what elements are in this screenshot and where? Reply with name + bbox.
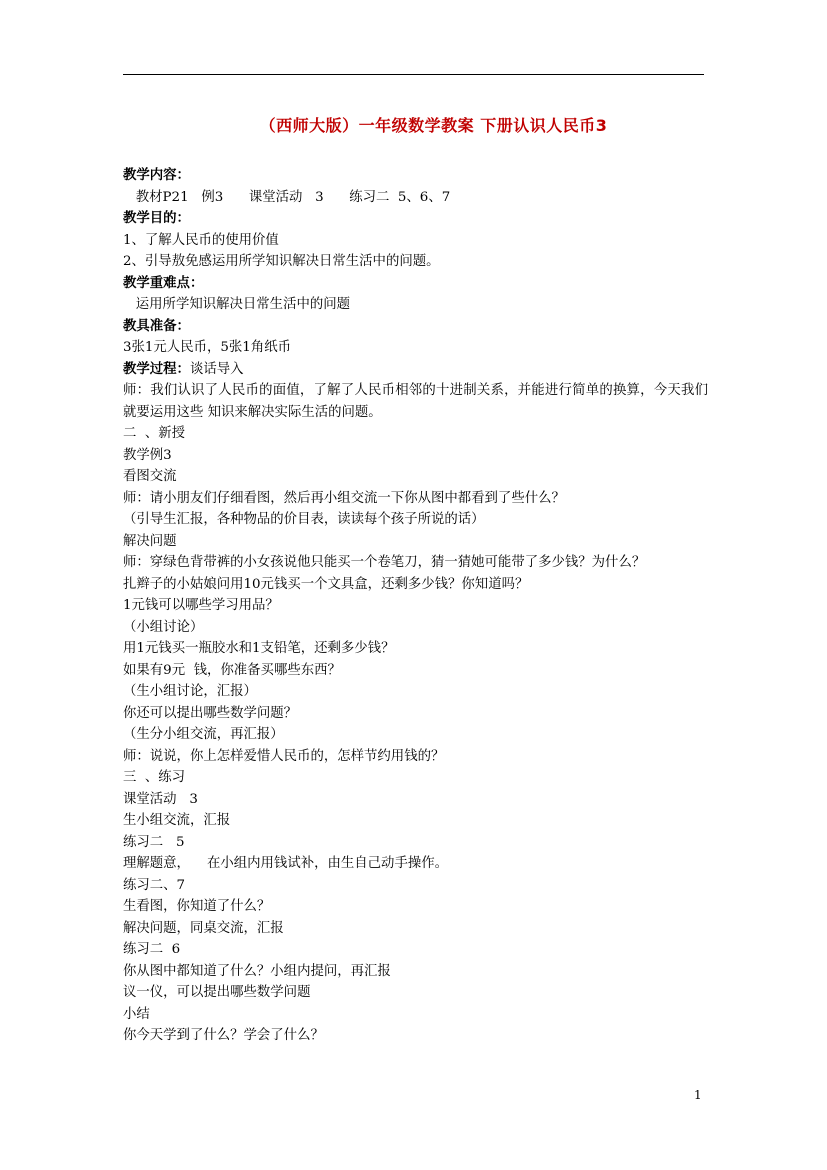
line-text: 1元钱可以哪些学习用品？ <box>123 598 279 613</box>
line-text: （生小组讨论，汇报） <box>123 684 257 699</box>
text-line <box>123 939 708 961</box>
line-text: 师：我们认识了人民币的面值，了解了人民币相邻的十进制关系，并能进行简单的换算，今天我们就要运用这些 知识来解决实际生活的问题。 <box>123 383 708 420</box>
text-line <box>123 488 708 510</box>
text-line <box>123 789 708 811</box>
line-text: 扎辫子的小姑娘问用10元钱买一个文具盒，还剩多少钱？你知道吗？ <box>123 576 529 592</box>
text-line <box>123 1025 708 1047</box>
text-line <box>123 832 708 854</box>
document-body <box>123 165 708 1047</box>
line-text: 练习二、7 <box>123 877 186 893</box>
text-line <box>123 359 708 381</box>
line-text: 练习二 5 <box>123 834 185 850</box>
line-text: 看图交流 <box>123 469 177 484</box>
line-text: 教材P21 例3 课堂活动 3 练习二 5、6、7 <box>123 189 451 205</box>
line-text: 师：穿绿色背带裤的小女孩说他只能买一个卷笔刀，猜一猜她可能带了多少钱？为什么？ <box>123 555 646 570</box>
text-line <box>123 208 708 230</box>
text-line <box>123 767 708 789</box>
line-text: 课堂活动 3 <box>123 791 198 807</box>
line-text: 1、了解人民币的使用价值 <box>123 232 279 248</box>
text-line <box>123 810 708 832</box>
line-text: 解决问题，同桌交流，汇报 <box>123 920 284 936</box>
text-line <box>123 681 708 703</box>
line-text: 解决问题 <box>123 533 177 549</box>
text-line <box>123 316 708 338</box>
section-label: 教具准备： <box>123 318 190 334</box>
line-text: 用1元钱买一瓶胶水和1支铅笔，还剩多少钱？ <box>123 641 395 656</box>
text-line <box>123 853 708 875</box>
text-line <box>123 531 708 553</box>
text-line <box>123 724 708 746</box>
line-text: 三 、练习 <box>123 770 186 785</box>
line-text: 生小组交流，汇报 <box>123 813 231 828</box>
text-line <box>123 294 708 316</box>
section-label: 教学过程： <box>123 361 190 377</box>
line-text: 谈话导入 <box>189 361 244 377</box>
text-line <box>123 552 708 574</box>
line-text: （引导生汇报，各种物品的价目表，读读每个孩子所说的话） <box>123 512 485 527</box>
text-line <box>123 466 708 488</box>
text-line <box>123 251 708 273</box>
text-line <box>123 638 708 660</box>
text-line <box>123 617 708 639</box>
text-line <box>123 918 708 940</box>
text-line <box>123 982 708 1004</box>
page-number: 1 <box>694 1088 702 1102</box>
text-line <box>123 660 708 682</box>
line-text: 议一仪，可以提出哪些数学问题 <box>123 985 311 1000</box>
text-line <box>123 445 708 467</box>
line-text: 师：请小朋友们仔细看图，然后再小组交流一下你从图中都看到了些什么？ <box>123 490 565 506</box>
text-line <box>123 165 708 187</box>
line-text: 教学例3 <box>123 447 172 463</box>
text-line <box>123 230 708 252</box>
text-line <box>123 595 708 617</box>
line-text: 练习二 6 <box>123 942 181 957</box>
line-text: 你今天学到了什么？学会了什么？ <box>123 1028 324 1043</box>
line-text: 3张1元人民币，5张1角纸币 <box>123 340 291 355</box>
line-text: 理解题意， 在小组内用钱试补，由生自己动手操作。 <box>123 856 449 871</box>
text-line <box>123 187 708 209</box>
line-text: （小组讨论） <box>123 619 204 635</box>
header-rule <box>123 74 704 75</box>
text-line <box>123 875 708 897</box>
line-text: 师：说说，你上怎样爱惜人民币的，怎样节约用钱的？ <box>123 748 445 764</box>
text-line <box>123 703 708 725</box>
line-text: 如果有9元 钱，你准备买哪些东西？ <box>123 662 341 678</box>
line-text: 小结 <box>123 1006 150 1022</box>
text-line <box>123 574 708 596</box>
section-label: 教学内容： <box>123 168 190 183</box>
text-line <box>123 337 708 359</box>
text-line <box>123 380 708 423</box>
text-line <box>123 509 708 531</box>
line-text: 你从图中都知道了什么？小组内提问，再汇报 <box>123 963 391 979</box>
text-line <box>123 961 708 983</box>
text-line <box>123 896 708 918</box>
section-label: 教学重难点： <box>123 275 204 291</box>
line-text: 2、引导敖免感运用所学知识解决日常生活中的问题。 <box>123 254 440 269</box>
line-text: 你还可以提出哪些数学问题？ <box>123 705 298 721</box>
section-label: 教学目的： <box>123 211 190 226</box>
line-text: 运用所学知识解决日常生活中的问题 <box>123 297 351 312</box>
text-line <box>123 423 708 445</box>
text-line <box>123 273 708 295</box>
text-line <box>123 746 708 768</box>
line-text: 二 、新授 <box>123 426 186 441</box>
line-text: 生看图，你知道了什么？ <box>123 899 271 914</box>
document-title: （西师大版）一年级数学教案 下册认识人民币3 <box>259 116 608 135</box>
line-text: （生分小组交流，再汇报） <box>123 727 284 742</box>
text-line <box>123 1004 708 1026</box>
